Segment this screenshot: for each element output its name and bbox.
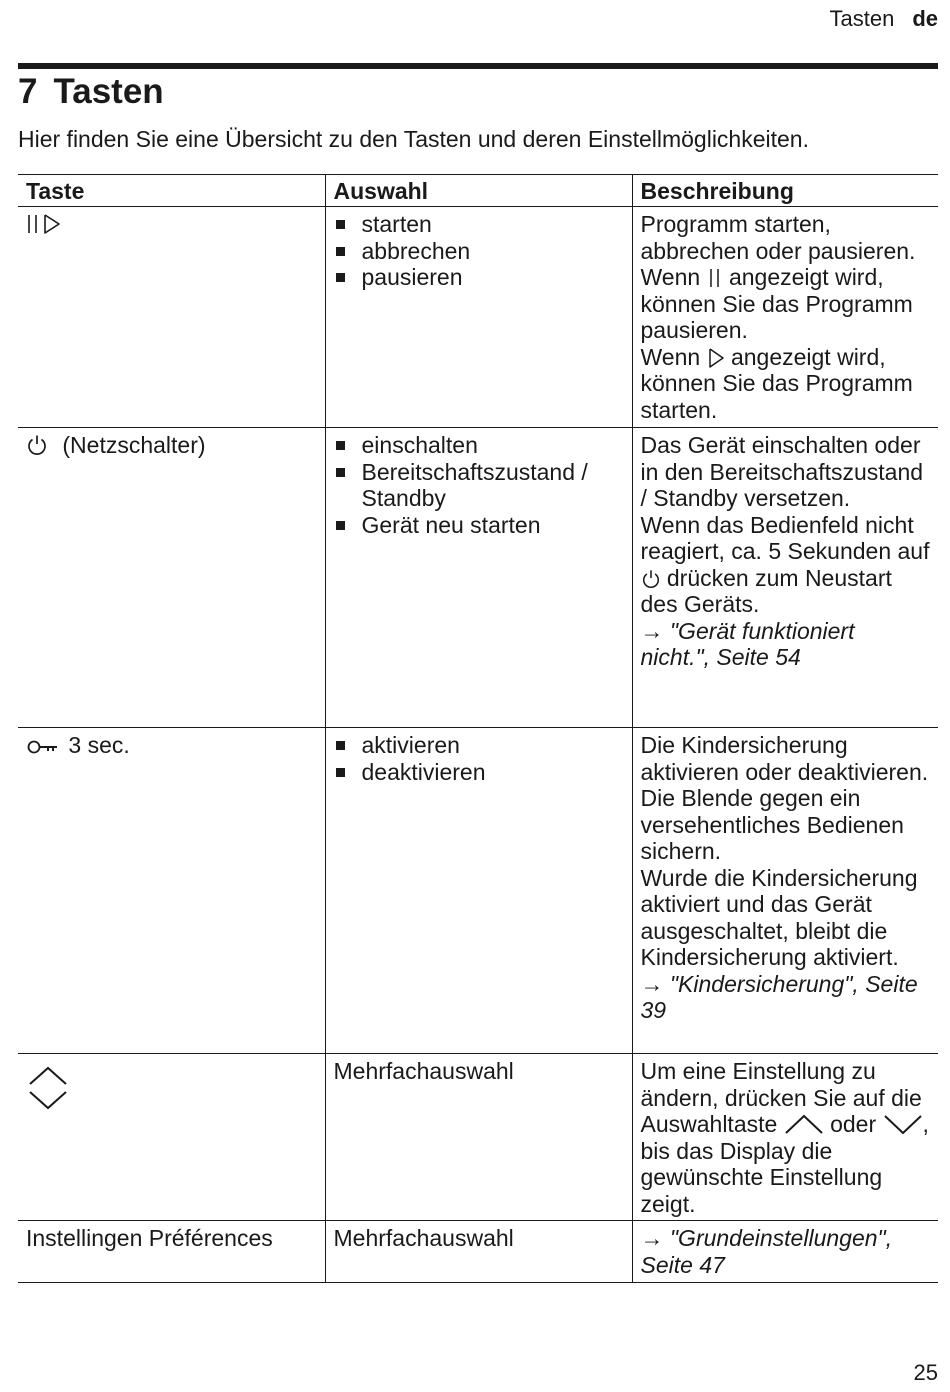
list-item: Gerät neu starten	[334, 512, 624, 539]
options-list	[334, 211, 624, 291]
list-item: Bereitschaftszustand / Standby	[334, 459, 624, 512]
page-number: 25	[913, 1360, 938, 1385]
selection-cell: Mehrfachauswahl	[325, 1054, 632, 1221]
table-header-row	[18, 175, 938, 207]
list-item: pausieren	[334, 264, 624, 291]
chapter-number: 7	[18, 72, 38, 111]
description-fragment: angezeigt wird, können Sie das Programm starten.	[640, 343, 913, 423]
key-label: 3 sec.	[68, 732, 130, 758]
selection-cell	[325, 728, 632, 1054]
description-text	[641, 512, 931, 618]
description-cell	[632, 728, 938, 1054]
description-fragment: oder	[830, 1111, 877, 1137]
description-text: Die Kindersicherung aktivieren oder deaktivieren.	[640, 732, 929, 785]
pause-play-icon	[26, 213, 62, 235]
description-cell	[632, 207, 938, 428]
selection-cell	[325, 207, 632, 428]
table-row	[18, 207, 938, 428]
col-header-key: Taste	[18, 175, 325, 207]
key-cell	[18, 1054, 325, 1221]
running-header	[829, 6, 938, 32]
description-fragment: Wenn das Bedienfeld nicht reagiert, ca. 5 Sekunden auf	[640, 511, 930, 564]
chevron-down-icon	[883, 1113, 923, 1135]
list-item: deaktivieren	[334, 759, 624, 786]
keys-table	[18, 174, 938, 1283]
list-item: aktivieren	[334, 732, 624, 759]
description-text: Programm starten, abbrechen oder pausieren.	[640, 211, 916, 264]
cross-reference: → "Kindersicherung", Seite 39	[640, 970, 918, 1023]
col-header-description: Beschreibung	[632, 175, 938, 207]
list-item: abbrechen	[334, 238, 624, 265]
table-row	[18, 1221, 938, 1283]
description-fragment: Wenn	[640, 343, 701, 370]
description-text	[641, 264, 931, 344]
description-text	[641, 344, 931, 424]
header-rule	[18, 63, 938, 69]
page-title	[18, 72, 164, 112]
description-cell	[632, 428, 938, 728]
table-row	[18, 1054, 938, 1221]
description-text	[641, 1058, 931, 1217]
description-cell	[632, 1054, 938, 1221]
header-language: de	[912, 6, 938, 31]
power-icon	[641, 569, 661, 589]
description-cell	[632, 1221, 938, 1283]
list-item: einschalten	[334, 432, 624, 459]
pause-icon	[707, 268, 723, 288]
options-list	[334, 732, 624, 785]
options-list	[334, 432, 624, 538]
chevron-up-icon	[784, 1113, 824, 1135]
header-section: Tasten	[829, 6, 895, 31]
cross-reference: → "Gerät funktioniert nicht.", Seite 54	[640, 617, 855, 670]
key-cell	[18, 728, 325, 1054]
key-label: (Netzschalter)	[62, 432, 206, 458]
list-item: starten	[334, 211, 624, 238]
selection-cell	[325, 428, 632, 728]
key-cell: Instellingen Préférences	[18, 1221, 325, 1283]
description-fragment: drücken zum Neustart des Geräts.	[640, 564, 892, 617]
key-icon	[26, 738, 60, 756]
power-icon	[26, 434, 48, 456]
chapter-title: Tasten	[53, 72, 164, 111]
selection-cell: Mehrfachauswahl	[325, 1221, 632, 1283]
description-text: Das Gerät einschalten oder in den Bereitschaftszustand / Standby versetzen.	[640, 432, 924, 511]
intro-text: Hier finden Sie eine Übersicht zu den Tasten und deren Einstellmöglichkeiten.	[18, 126, 809, 152]
description-text: Die Blende gegen ein versehentliches Bedienen sichern.	[640, 785, 904, 864]
col-header-selection: Auswahl	[325, 175, 632, 207]
key-cell	[18, 428, 325, 728]
description-fragment: angezeigt wird, können Sie das Programm pausieren.	[640, 264, 913, 343]
up-down-chevron-icon	[26, 1062, 70, 1114]
description-text: Wurde die Kindersicherung aktiviert und das Gerät ausgeschaltet, bleibt die Kindersicherung aktiviert.	[640, 864, 918, 970]
key-cell	[18, 207, 325, 428]
table-row	[18, 728, 938, 1054]
play-icon	[707, 348, 725, 368]
cross-reference: → "Grundeinstellungen", Seite 47	[640, 1225, 893, 1278]
table-row	[18, 428, 938, 728]
description-fragment: Wenn	[640, 264, 701, 290]
description-fragment: Um eine Einstellung zu ändern, drücken Sie auf die Auswahltaste	[640, 1058, 922, 1137]
description-fragment: , bis das Display die gewünschte Einstellung zeigt.	[640, 1111, 929, 1217]
